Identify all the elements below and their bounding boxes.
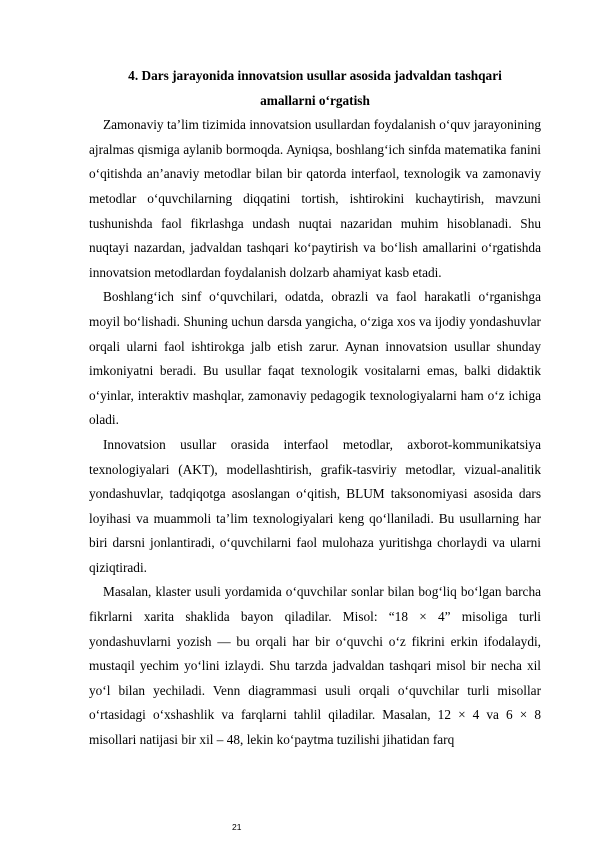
page-number: 21 [232,822,242,832]
section-heading [89,64,541,113]
paragraph-1: Zamonaviy ta’lim tizimida innovatsion usullardan foydalanish o‘quv jarayonining ajralmas qismiga aylanib bormoqda. Ayniqsa, boshlang‘ich sinfda matematika fanini o‘qitishda an’anaviy metodlar bilan bir qatorda interfaol, texnologik va zamonaviy metodlar o‘quvchilarning diqqatini tortish, ishtirokini kuchaytirish, mavzuni tushunishda faol fikrlashga undash nuqtai nazaridan muhim hisoblanadi. Shu nuqtayi nazardan, jadvaldan tashqari ko‘paytirish va bo‘lish amallarini o‘rgatishda innovatsion metodlardan foydalanish dolzarb ahamiyat kasb etadi. [89,117,541,280]
section-heading-line-1: 4. Dars jarayonida innovatsion usullar asosida jadvaldan tashqari [128,68,502,83]
section-heading-line-2: amallarni o‘rgatish [260,92,370,108]
document-page [89,64,541,753]
paragraph-2: Boshlang‘ich sinf o‘quvchilari, odatda, obrazli va faol harakatli o‘rganishga moyil bo‘lishadi. Shuning uchun darsda yangicha, o‘ziga xos va ijodiy yondashuvlar orqali ularni faol ishtirokga jalb etish zarur. Aynan innovatsion usullar shunday imkoniyatni beradi. Bu usullar faqat texnologik vositalarni emas, balki didaktik o‘yinlar, interaktiv mashqlar, zamonaviy pedagogik texnologiyalarni ham o‘z ichiga oladi. [89,289,541,428]
paragraph-3: Innovatsion usullar orasida interfaol metodlar, axborot-kommunikatsiya texnologiyalari (AKT), modellashtirish, grafik-tasviriy metodlar, vizual-analitik yondashuvlar, tadqiqotga asoslangan o‘qitish, BLUM taksonomiyasi asosida dars loyihasi va muammoli ta’lim texnologiyalari keng qo‘llaniladi. Bu usullarning har biri darsni jonlantiradi, o‘quvchilarni faol mulohaza yuritishga chorlaydi va ularni qiziqtiradi. [89,436,541,575]
paragraph-4: Masalan, klaster usuli yordamida o‘quvchilar sonlar bilan bog‘liq bo‘lgan barcha fikrlarni xarita shaklida bayon qiladilar. Misol: “18 × 4” misoliga turli yondashuvlarni yozish — bu orqali har bir o‘quvchi o‘z fikrini erkin ifodalaydi, mustaqil yechim yo‘lini izlaydi. Shu tarzda jadvaldan tashqari misol bir necha xil yo‘l bilan yechiladi. Venn diagrammasi usuli orqali o‘quvchilar turli misollar o‘rtasidagi o‘xshashlik va farqlarni tahlil qiladilar. Masalan, 12 × 4 va 6 × 8 misollari natijasi bir xil – 48, lekin ko‘paytma tuzilishi jihatidan farq [89,584,541,748]
